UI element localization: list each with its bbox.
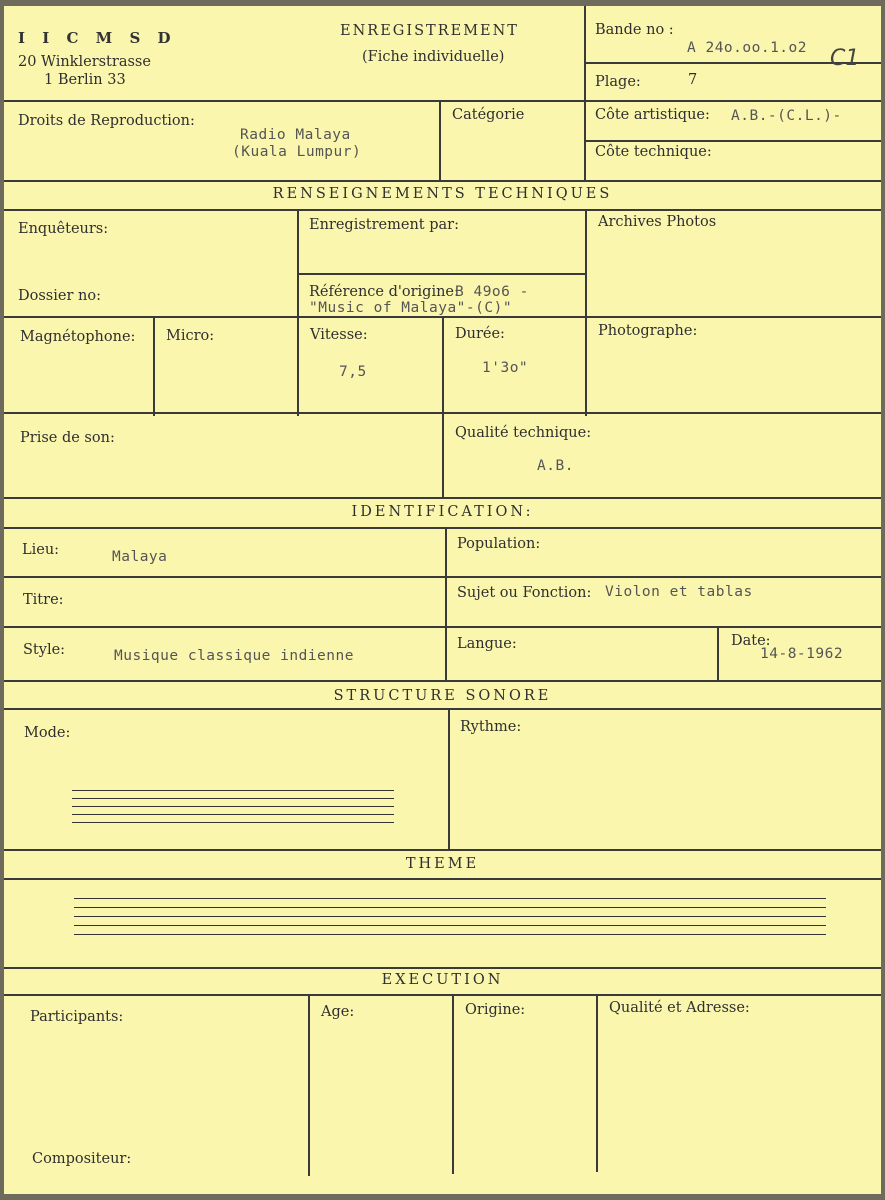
- institute-logo: I I C M S D: [18, 29, 177, 47]
- theme-staff-line: [74, 934, 826, 935]
- recording-card: [4, 6, 881, 1194]
- origine-label: Origine:: [465, 1002, 526, 1018]
- divider: [4, 878, 881, 880]
- divider: [297, 209, 299, 416]
- langue-label: Langue:: [457, 636, 517, 652]
- divider: [4, 708, 881, 710]
- divider: [4, 849, 881, 851]
- form-subtitle: (Fiche individuelle): [362, 49, 505, 65]
- qualite-adresse-label: Qualité et Adresse:: [609, 1000, 750, 1016]
- mode-staff-line: [72, 806, 394, 807]
- divider: [4, 994, 881, 996]
- participants-label: Participants:: [30, 1009, 124, 1025]
- section-renseignements-techniques: RENSEIGNEMENTS TECHNIQUES: [272, 186, 613, 202]
- mode-staff-line: [72, 790, 394, 791]
- qualite-technique-value: A.B.: [537, 458, 574, 474]
- mode-staff-line: [72, 814, 394, 815]
- divider: [4, 209, 881, 211]
- divider: [442, 316, 444, 497]
- theme-staff-line: [74, 925, 826, 926]
- archives-photos-label: Archives Photos: [598, 214, 717, 230]
- divider: [4, 576, 881, 578]
- vitesse-label: Vitesse:: [310, 327, 368, 343]
- divider: [4, 527, 881, 529]
- mode-staff-line: [72, 798, 394, 799]
- divider: [584, 140, 881, 142]
- section-structure-sonore: STRUCTURE SONORE: [333, 688, 552, 704]
- bande-value: A 24o.oo.1.o2: [687, 40, 807, 56]
- photographe-label: Photographe:: [598, 323, 698, 339]
- sujet-value: Violon et tablas: [605, 584, 753, 600]
- reference-label: Référence d'origine:: [309, 284, 459, 300]
- divider: [717, 626, 719, 680]
- divider: [596, 994, 598, 1172]
- lieu-label: Lieu:: [22, 542, 60, 558]
- divider: [4, 100, 881, 102]
- vitesse-value: 7,5: [339, 364, 367, 380]
- section-execution: EXECUTION: [381, 972, 504, 988]
- prise-de-son-label: Prise de son:: [20, 430, 115, 446]
- categorie-label: Catégorie: [452, 107, 525, 123]
- form-title: ENREGISTREMENT: [340, 23, 519, 39]
- dossier-label: Dossier no:: [18, 288, 101, 304]
- divider: [452, 994, 454, 1174]
- section-identification: IDENTIFICATION:: [351, 504, 534, 520]
- cote-artistique-label: Côte artistique:: [595, 107, 710, 123]
- bande-label: Bande no :: [595, 22, 674, 38]
- cote-technique-label: Côte technique:: [595, 144, 712, 160]
- theme-staff-line: [74, 907, 826, 908]
- duree-value: 1'3o": [482, 360, 529, 376]
- droits-value-line1: Radio Malaya: [240, 127, 351, 143]
- magnetophone-label: Magnétophone:: [20, 329, 136, 345]
- address-city: 1 Berlin 33: [44, 72, 126, 88]
- style-value: Musique classique indienne: [114, 648, 354, 664]
- divider: [584, 6, 586, 180]
- divider: [308, 994, 310, 1176]
- divider: [585, 209, 587, 416]
- divider: [448, 708, 450, 849]
- droits-value-line2: (Kuala Lumpur): [232, 144, 362, 160]
- divider: [4, 626, 881, 628]
- theme-staff-line: [74, 916, 826, 917]
- reference-value-1: B 49o6 -: [455, 284, 529, 300]
- enqueteurs-label: Enquêteurs:: [18, 221, 109, 237]
- mode-label: Mode:: [24, 725, 71, 741]
- mode-staff-line: [72, 822, 394, 823]
- sujet-label: Sujet ou Fonction:: [457, 585, 592, 601]
- rythme-label: Rythme:: [460, 719, 522, 735]
- cote-artistique-value: A.B.-(C.L.)-: [731, 108, 842, 124]
- divider: [445, 527, 447, 680]
- micro-label: Micro:: [166, 328, 215, 344]
- theme-staff-line: [74, 898, 826, 899]
- age-label: Age:: [321, 1004, 355, 1020]
- droits-label: Droits de Reproduction:: [18, 113, 195, 129]
- divider: [153, 316, 155, 416]
- divider: [297, 273, 587, 275]
- reference-value-2: "Music of Malaya"-(C)": [309, 300, 513, 316]
- compositeur-label: Compositeur:: [32, 1151, 132, 1167]
- plage-value: 7: [688, 72, 698, 88]
- divider: [4, 680, 881, 682]
- titre-label: Titre:: [23, 592, 64, 608]
- style-label: Style:: [23, 642, 66, 658]
- divider: [4, 180, 881, 182]
- date-value: 14-8-1962: [760, 646, 844, 662]
- section-theme: THEME: [405, 856, 480, 872]
- enregistrement-par-label: Enregistrement par:: [309, 217, 459, 233]
- population-label: Population:: [457, 536, 541, 552]
- divider: [4, 967, 881, 969]
- lieu-value: Malaya: [112, 549, 168, 565]
- divider: [439, 100, 441, 180]
- duree-label: Durée:: [455, 326, 505, 342]
- date-label: Date:: [731, 633, 771, 649]
- bande-handwritten-note: C1: [830, 46, 860, 71]
- plage-label: Plage:: [595, 74, 641, 90]
- address-street: 20 Winklerstrasse: [18, 54, 151, 70]
- divider: [4, 497, 881, 499]
- qualite-technique-label: Qualité technique:: [455, 425, 592, 441]
